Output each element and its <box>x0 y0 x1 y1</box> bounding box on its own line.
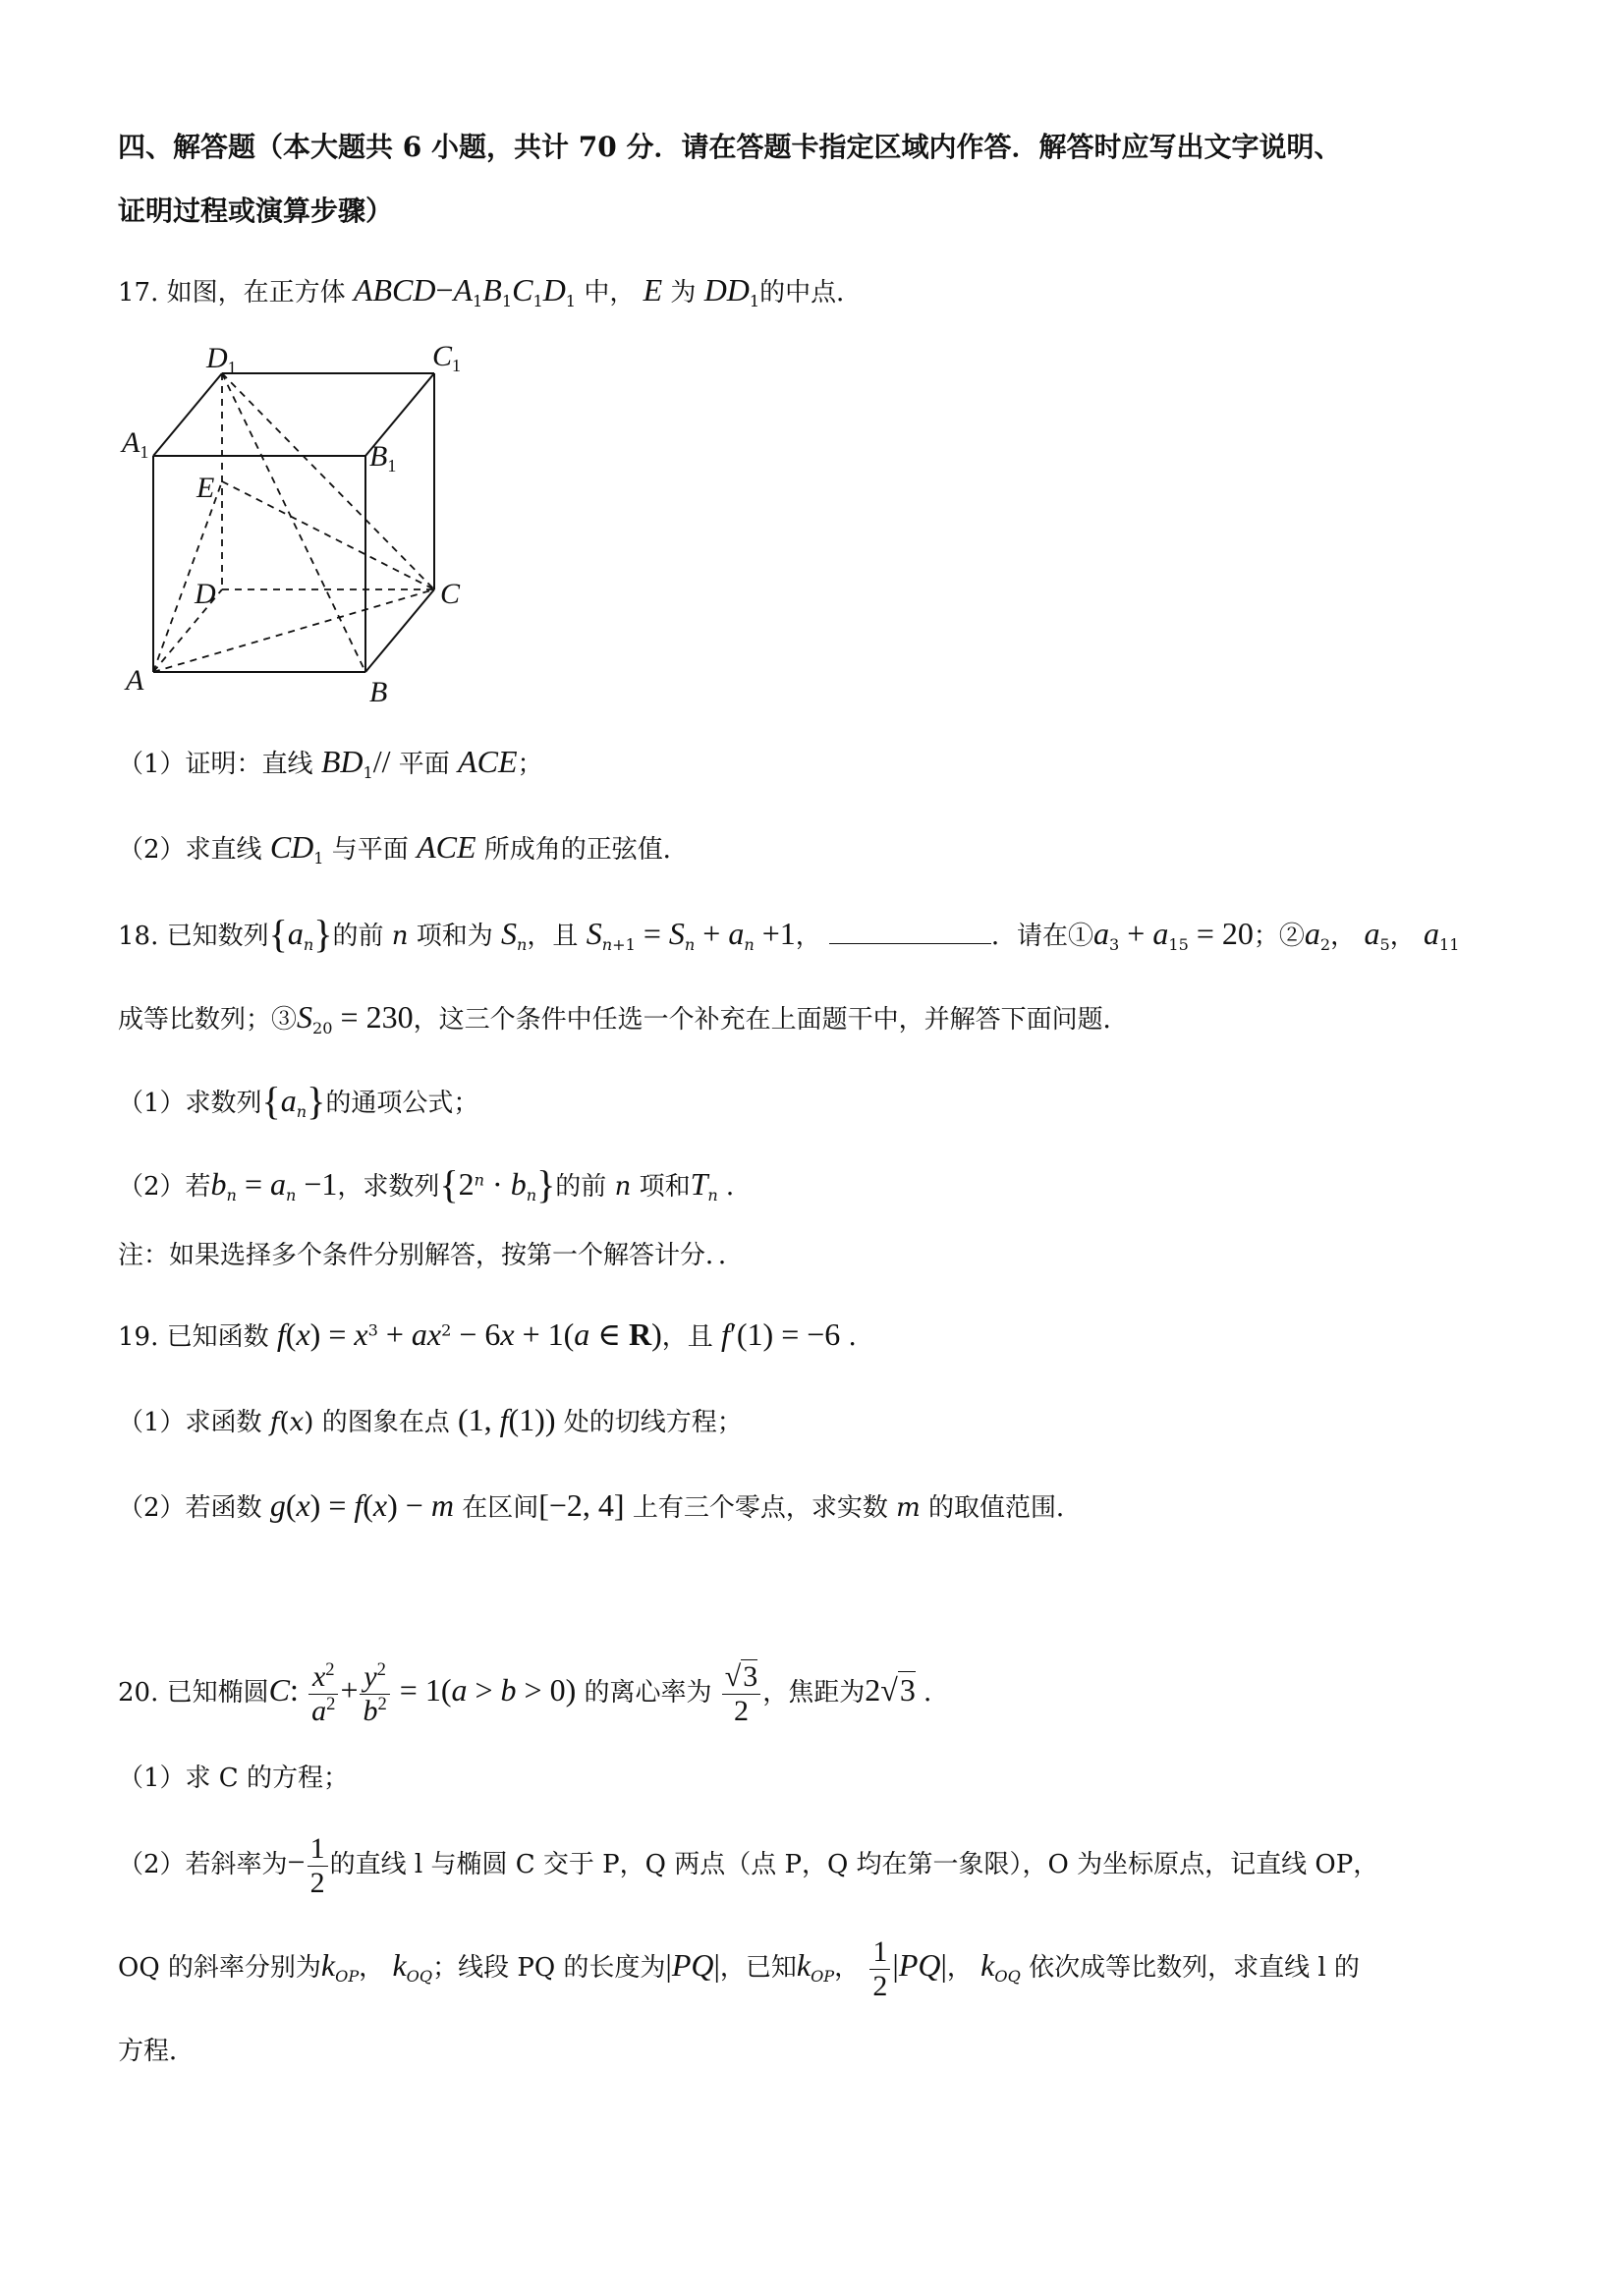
cube-figure <box>116 346 489 709</box>
edge-bc <box>365 589 434 672</box>
label-c: C <box>440 578 461 610</box>
q19-part2: （2）若函数 g(x) = f(x) − m 在区间[−2, 4] 上有三个零点，求实数 m 的取值范围． <box>118 1487 1083 1523</box>
label-d1: $D_1$ <box>206 346 237 377</box>
q18-note: 注：如果选择多个条件分别解答，按第一个解答计分．． <box>118 1241 745 1270</box>
q19-number: 19. <box>118 1322 159 1352</box>
q17-number: 17. <box>118 278 159 308</box>
section-title-line2: 证明过程或演算步骤） <box>118 195 394 227</box>
q20-intro: 20. 已知椭圆C: $\frac{x^2}{a^2}$ + $\frac{y^2}{b^2}$ = 1(a > b > 0) 的离心率为 $\frac{√3}{2}$ ，焦距为2√3 ． <box>118 1658 950 1727</box>
label-b: B <box>369 676 388 708</box>
segment-d1b <box>222 373 365 672</box>
q20-number: 20. <box>118 1678 159 1708</box>
cube-diagram <box>116 346 489 709</box>
edge-a1d1 <box>153 373 222 456</box>
label-e: E <box>196 472 215 504</box>
q17-intro: 17. 如图，在正方体 $ABCD-A_1B_1C_1D_1$ 中， E 为 $DD_1$的中点． <box>118 272 863 311</box>
q18-number: 18. <box>118 922 159 951</box>
segment-ec <box>222 481 434 589</box>
label-d: D <box>195 578 216 610</box>
segment-d1c <box>222 373 434 589</box>
q18-intro: 18. 已知数列$\{a_n\}$的前 n 项和为 $S_n$，且 $S_{n+1} = S_n + a_n +1$， ．请在$①a_3 + a_{15} = 20$；$②a_2$， $a_5$， $a_{11}$ <box>118 912 1460 956</box>
label-c1: $C_1$ <box>432 346 462 375</box>
q20-part2-line3: 方程． <box>118 2037 196 2066</box>
label-b1: $B_1$ <box>369 440 397 476</box>
q18-part1: （1）求数列$\{a_n\}$的通项公式； <box>118 1079 479 1123</box>
q17-part1: （1）证明：直线 $BD_1//$ 平面 ACE； <box>118 744 543 783</box>
segment-ae <box>153 481 222 672</box>
label-a: A <box>126 664 144 697</box>
q20-part1: （1）求 C 的方程； <box>118 1764 349 1793</box>
q18-line2: 成等比数列；$③S_{20} = 230$，这三个条件中任选一个补充在上面题干中，并解答下面问题． <box>118 999 1129 1038</box>
q18-blank[interactable] <box>829 914 991 944</box>
q19-part1: （1）求函数 f(x) 的图象在点 (1, f(1)) 处的切线方程； <box>118 1402 743 1437</box>
q20-part2-line2: OQ 的斜率分别为$k_{OP}$， $k_{OQ}$；线段 PQ 的长度为|PQ|，已知$k_{OP}$， $\frac{1}{2}$ |PQ|， $k_{OQ}$ 依次成等比数列，求直线 l 的 <box>118 1934 1360 2002</box>
q19-intro: 19. 已知函数 $f(x) = x^3 + ax^2 - 6x + 1(a$ ∈ R)，且 f′(1) = −6 ． <box>118 1316 874 1352</box>
q20-part2: （2）若斜率为− $\frac{1}{2}$ 的直线 l 与椭圆 C 交于 P，Q 两点（点 P，Q 均在第一象限），O 为坐标原点，记直线 OP， <box>118 1831 1379 1899</box>
q18-part2: （2）若$b_n = a_n -1$，求数列$\{2^n \cdot b_n\}$的前 n 项和$T_n$ ． <box>118 1162 753 1206</box>
label-a1: $A_1$ <box>122 426 149 462</box>
q17-part2: （2）求直线 $CD_1$ 与平面 ACE 所成角的正弦值． <box>118 829 689 868</box>
section-title-line1: 四、解答题（本大题共 6 小题，共计 70 分．请在答题卡指定区域内作答．解答时应写出文字说明、 <box>118 131 1342 163</box>
